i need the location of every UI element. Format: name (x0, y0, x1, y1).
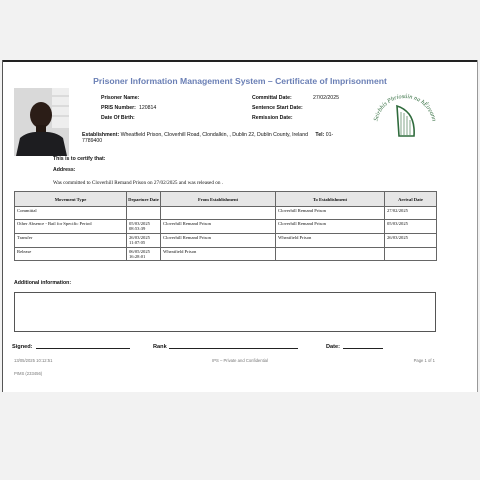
cell-departure-date: 05/03/2025 08:53:39 (127, 220, 161, 234)
cell-arrival-date: 05/03/2025 (385, 220, 437, 234)
pris-number-value: 120814 (139, 105, 157, 111)
additional-info-label: Additional information: (14, 280, 72, 286)
committal-statement: Was committed to Cloverhill Remand Prison on 27/02/2025 and was released on . (53, 180, 224, 186)
cell-movement-type: Transfer (15, 233, 127, 247)
harp-icon (397, 106, 414, 136)
cell-movement-type: Other Absence - Bail for Specific Period (15, 220, 127, 234)
table-row (15, 233, 437, 247)
cell-arrival-date: 26/03/2025 (385, 233, 437, 247)
header-arrival-date: Arrival Date (385, 192, 437, 207)
table-row (15, 220, 437, 234)
remission-date-label: Remission Date: (252, 115, 293, 121)
cell-departure-date: 26/03/2025 11:07:05 (127, 233, 161, 247)
tel-value: 01- (325, 132, 334, 138)
prisoner-name-label: Prisoner Name: (101, 95, 140, 101)
tel-value-continued: 7789400 (82, 138, 103, 144)
certificate-page (2, 60, 478, 392)
dob-label: Date Of Birth: (101, 115, 135, 121)
seal-text: Seirbhís Phríosúin na hÉireann (372, 92, 438, 122)
cell-to-establishment: Wheatfield Prison (276, 233, 385, 247)
svg-text:Seirbhís Phríosúin na hÉireann (372, 93, 437, 122)
tel-label: Tel: (315, 132, 325, 138)
additional-info-box (14, 292, 436, 332)
establishment-label: Establishment: (82, 132, 120, 138)
committal-date-label: Committal Date: (252, 95, 292, 101)
prison-service-seal (369, 86, 441, 148)
rank-line (169, 348, 298, 349)
header-movement-type: Movement Type (15, 192, 127, 207)
establishment-line (82, 132, 333, 138)
table-row (15, 247, 437, 261)
print-timestamp: 13/05/2025 10:12:51 (14, 358, 53, 363)
cell-arrival-date: 27/02/2025 (385, 207, 437, 220)
cell-departure-date: 06/05/2025 16:28:01 (127, 247, 161, 261)
date-line (343, 348, 383, 349)
cell-to-establishment (276, 247, 385, 261)
header-from-establishment: From Establishment (161, 192, 276, 207)
cell-from-establishment: Cloverhill Remand Prison (161, 220, 276, 234)
date-label: Date: (326, 344, 340, 350)
establishment-value: Wheatfield Prison, Cloverhill Road, Clondalkin, , Dublin 22, Dublin County, Ireland (120, 132, 308, 138)
sentence-start-label: Sentence Start Date: (252, 105, 303, 111)
signature-line (36, 348, 130, 349)
cell-departure-date (127, 207, 161, 220)
pris-number-label: PRIS Number: (101, 105, 136, 111)
table-row (15, 207, 437, 220)
document-code: PIMS (233456) (14, 371, 43, 376)
cell-from-establishment: Cloverhill Remand Prison (161, 233, 276, 247)
address-label: Address: (53, 167, 76, 173)
cell-from-establishment (161, 207, 276, 220)
cell-arrival-date (385, 247, 437, 261)
committal-date-value: 27/02/2025 (313, 95, 339, 101)
cell-to-establishment: Cloverhill Remand Prison (276, 207, 385, 220)
movement-table (14, 191, 437, 261)
certify-text: This is to certify that: (53, 156, 106, 162)
cell-movement-type: Release (15, 247, 127, 261)
cell-movement-type: Committal (15, 207, 127, 220)
header-departure-date: Departure Date (127, 192, 161, 207)
rank-label: Rank (153, 344, 167, 350)
header-to-establishment: To Establishment (276, 192, 385, 207)
cell-to-establishment: Cloverhill Remand Prison (276, 220, 385, 234)
prisoner-photo (14, 88, 69, 156)
top-border (3, 60, 477, 62)
classification: IPS – Private and Confidential (212, 358, 268, 363)
signed-label: Signed: (12, 344, 33, 350)
table-header-row (15, 192, 437, 207)
cell-from-establishment: Wheatfield Prison (161, 247, 276, 261)
document-title: Prisoner Information Management System – Certificate of Imprisonment (93, 76, 387, 86)
page-number: Page 1 of 1 (413, 358, 435, 363)
